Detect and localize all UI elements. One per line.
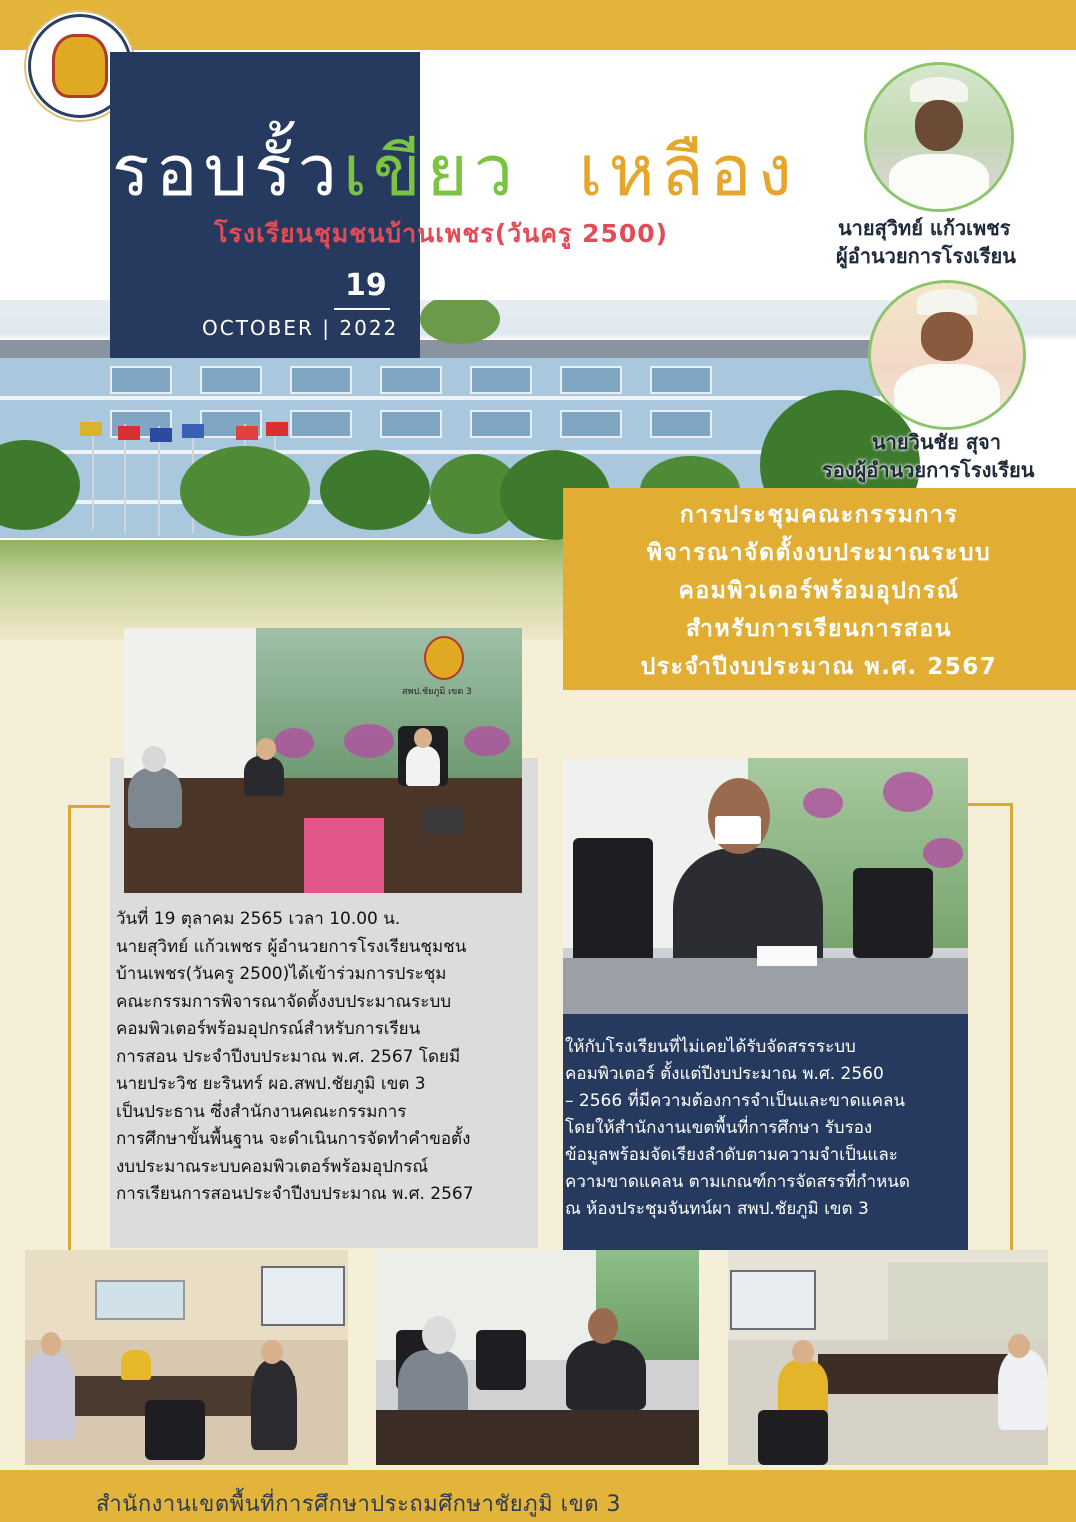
- meeting-photo-main: [124, 628, 522, 893]
- director-portrait: [864, 62, 1014, 212]
- meeting-photo-director: [563, 758, 968, 1014]
- director-role: ผู้อำนวยการโรงเรียน: [836, 244, 1016, 268]
- photo-sign: สพป.ชัยภูมิ เขต 3: [402, 687, 472, 697]
- newsletter-title: [112, 130, 798, 212]
- frame-line: [1010, 803, 1013, 1250]
- footer-text: สำนักงานเขตพื้นที่การศึกษาประถมศึกษาชัยภูมิ เขต 3: [96, 1492, 622, 1517]
- school-name: โรงเรียนชุมชนบ้านเพชร(วันครู 2500): [214, 219, 669, 248]
- article-left-text: วันที่ 19 ตุลาคม 2565 เวลา 10.00 น. นายสุวิทย์ แก้วเพชร ผู้อำนวยการโรงเรียนชุมชน บ้านเพชร(วันครู 2500)ได้เข้าร่วมการประชุม คณะกรรมการพิจารณาจัดตั้งงบประมาณระบบ คอมพิวเตอร์พร้อมอุปกรณ์สำหรับการเรียน การสอน ประจำปีงบประมาณ พ.ศ. 2567 โดยมี นายประวิช ยะรินทร์ ผอ.สพป.ชัยภูมิ เขต 3 เป็นประธาน ซึ่งสำนักงานคณะกรรมการ การศึกษาขั้นพื้นฐาน จะดำเนินการจัดทำคำขอตั้ง งบประมาณระบบคอมพิวเตอร์พร้อมอุปกรณ์ การเรียนการสอนประจำปีงบประมาณ พ.ศ. 2567: [116, 909, 474, 1204]
- emblem-icon: [424, 636, 464, 680]
- deputy-director-name: นายวินชัย สุจา: [872, 430, 1001, 454]
- deputy-director-role: รองผู้อำนวยการโรงเรียน: [822, 458, 1035, 482]
- laptop-icon: [424, 808, 464, 834]
- headline-line: พิจารณาจัดตั้งงบประมาณระบบ: [646, 540, 992, 566]
- meeting-photo-room-3: [728, 1250, 1048, 1465]
- date-divider: [334, 308, 390, 310]
- title-dash: -: [519, 130, 551, 212]
- title-part-1: รอบรั้ว: [112, 130, 343, 212]
- meeting-photo-room-2: [376, 1250, 699, 1465]
- headline-line: ประจำปีงบประมาณ พ.ศ. 2567: [640, 654, 998, 680]
- top-bar: [0, 0, 1076, 50]
- title-part-3: เหลือง: [578, 130, 798, 212]
- headline: [572, 496, 1066, 686]
- title-part-2: เขียว: [342, 130, 520, 212]
- director-name: นายสุวิทย์ แก้วเพชร: [838, 216, 1011, 240]
- frame-line: [968, 803, 1012, 806]
- frame-line: [68, 805, 71, 1250]
- deputy-director-portrait: [868, 280, 1026, 430]
- date-month-year: OCTOBER | 2022: [202, 316, 399, 340]
- headline-line: สำหรับการเรียนการสอน: [686, 616, 952, 642]
- emblem-icon: [52, 34, 108, 98]
- frame-line: [68, 805, 112, 808]
- date-day: 19: [345, 268, 387, 303]
- meeting-photo-room-1: [25, 1250, 348, 1465]
- article-right-text: ให้กับโรงเรียนที่ไม่เคยได้รับจัดสรรระบบ คอมพิวเตอร์ ตั้งแต่ปีงบประมาณ พ.ศ. 2560 – 2566 ที่มีความต้องการจำเป็นและขาดแคลน โดยให้สำนักงานเขตพื้นที่การศึกษา รับรอง ข้อมูลพร้อมจัดเรียงลำดับตามความจำเป็นและ ความขาดแคลน ตามเกณฑ์การจัดสรรที่กำหนด ณ ห้องประชุมจันทน์ผา สพป.ชัยภูมิ เขต 3: [565, 1037, 910, 1219]
- headline-line: คอมพิวเตอร์พร้อมอุปกรณ์: [678, 578, 960, 604]
- headline-line: การประชุมคณะกรรมการ: [679, 502, 959, 528]
